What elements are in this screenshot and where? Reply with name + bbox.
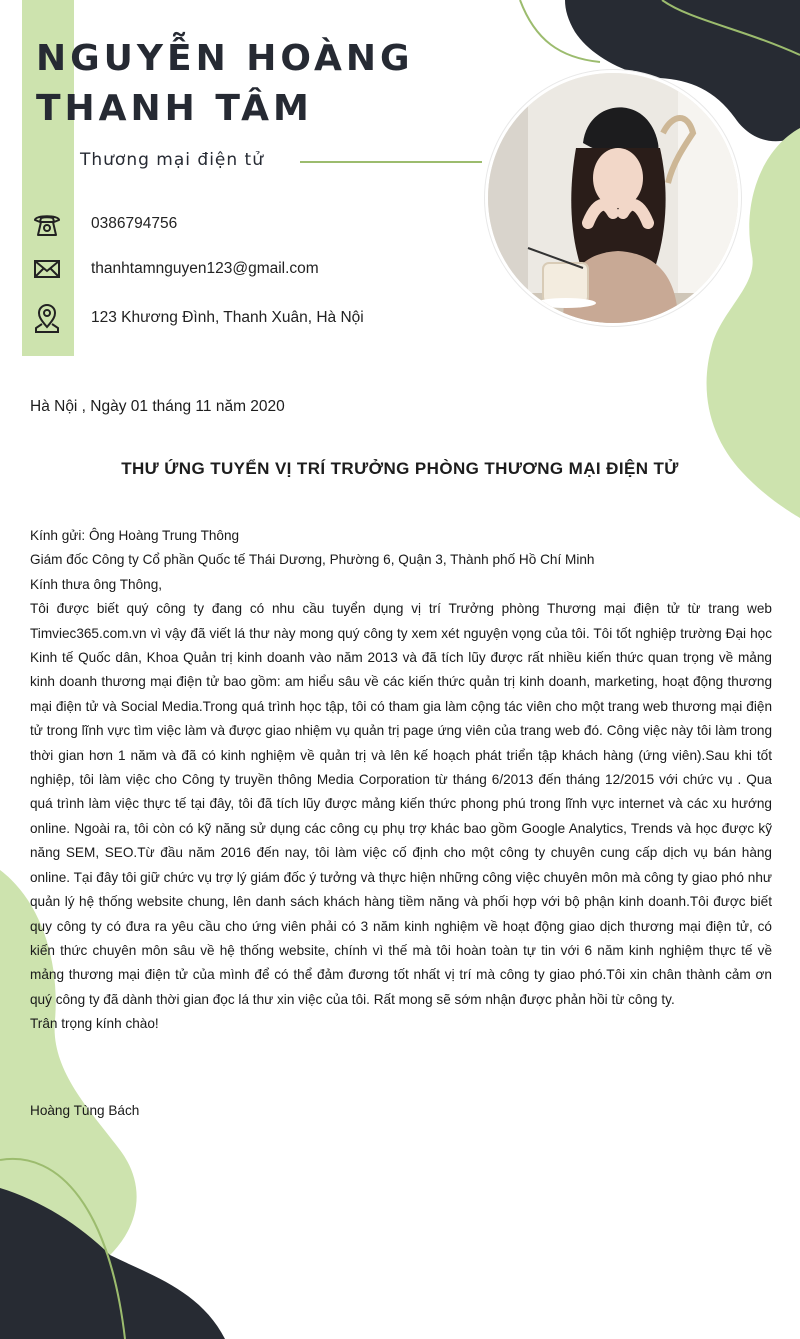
letter-title: THƯ ỨNG TUYỂN VỊ TRÍ TRƯỞNG PHÒNG THƯƠNG MẠI ĐIỆN TỬ	[121, 459, 679, 478]
contact-phone-text: 0386794756	[91, 215, 178, 232]
body-paragraph: Tôi được biết quý công ty đang có nhu cầu tuyển dụng vị trí Trưởng phòng Thương mại điện tử từ trang web Timviec365.com.vn vì vậy đã viết lá thư này mong quý công ty xem xét nguyện vọng của tôi. Tôi tốt nghiệp trường Đại học Kinh tế Quốc dân, Khoa Quản trị kinh doanh vào năm 2013 và đã tích lũy được rất nhiều kiến thức quan trọng về mảng kinh doanh thương mại điện tử bao gồm: am hiểu sâu về các kiến thức quản trị kinh doanh, marketing, hoạt động thương mại điện tử và Social Media.Trong quá trình học tập, tôi có tham gia làm cộng tác viên cho một trang web thương mại điện tử trong lĩnh vực tìm việc làm và được giao nhiệm vụ quản trị page ứng viên của trang web đó. Công việc này tôi làm trong thời gian hơn 1 năm và đã có kinh nghiệm về quản trị và lên kế hoạch phát triển tập khách hàng (ứng viên).Sau khi tốt nghiệp, tôi làm việc cho Công ty truyền thông Media Corporation từ tháng 6/2013 đến tháng 12/2015 với chức vụ . Qua quá trình làm việc thực tế tại đây, tôi đã tích lũy được mảng kiến thức phong phú trong lĩnh vực internet và các xu hướng online. Ngoài ra, tôi còn có kỹ năng sử dụng các công cụ phụ trợ khác bao gồm Google Analytics, Trends và học được kỹ năng SEM, SEO.Từ đầu năm 2016 đến nay, tôi làm việc cố định cho một công ty chuyên cung cấp dịch vụ bán hàng online. Tại đây tôi giữ chức vụ trợ lý giám đốc ý tưởng và thực hiện những công việc chuyên môn mà công ty giao phó như quản lý hệ thống website chung, lên danh sách khách hàng tiềm năng và phối hợp với bộ phận kinh doanh.Tôi được biết quy công ty có đưa ra yêu cầu cho ứng viên phải có 3 năm kinh nghiệm về hoạt động giao dịch thương mại điện tử, có kiến thức chuyên môn sâu về hệ thống website, chính vì thế mà tôi hoàn toàn tự tin với 6 năm kinh nghiệm thực tế về mảng thương mại điện tử của mình để có thể đảm đương tốt nhất vị trí mà công ty giao phó.Tôi xin chân thành cảm ơn quý công ty đã dành thời gian đọc lá thư xin việc của tôi. Rất mong sẽ sớm nhận được phản hồi từ công ty.	[30, 601, 772, 1007]
contact-address-text: 123 Khương Đình, Thanh Xuân, Hà Nội	[91, 309, 364, 326]
letter-date: Hà Nội , Ngày 01 tháng 11 năm 2020	[30, 398, 285, 415]
location-icon	[30, 301, 64, 335]
candidate-name: NGUYỄN HOÀNG THANH TÂM	[36, 38, 414, 129]
recipient-role-line: Giám đốc Công ty Cổ phần Quốc tế Thái Dương, Phường 6, Quận 3, Thành phố Hồ Chí Minh	[30, 552, 595, 568]
letter-body	[30, 524, 772, 1037]
contact-address	[30, 301, 364, 335]
mail-icon	[30, 252, 64, 286]
contact-phone	[30, 207, 178, 241]
salutation-line: Kính thưa ông Thông,	[30, 576, 163, 592]
profile-photo	[485, 70, 741, 326]
job-title: Thương mại điện tử	[80, 150, 264, 170]
closing-line: Trân trọng kính chào!	[30, 1016, 159, 1032]
recipient-line: Kính gửi: Ông Hoàng Trung Thông	[30, 528, 240, 543]
job-title-divider	[300, 161, 482, 163]
signature-name: Hoàng Tùng Bách	[30, 1103, 140, 1118]
contact-email	[30, 252, 319, 286]
phone-icon	[30, 207, 64, 241]
contact-email-text: thanhtamnguyen123@gmail.com	[91, 260, 319, 277]
